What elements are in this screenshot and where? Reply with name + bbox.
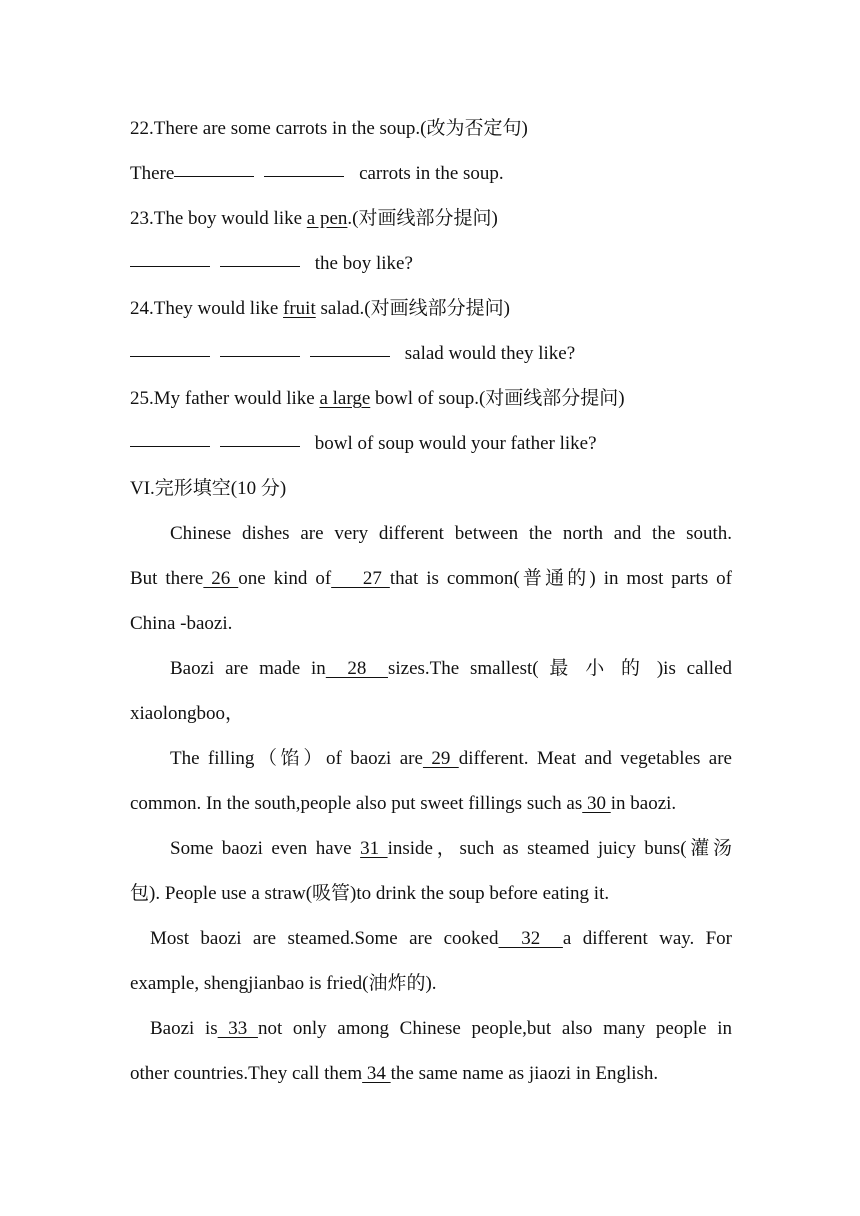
- question-23-underlined: a pen: [306, 208, 348, 229]
- passage-text: one kind of: [238, 568, 332, 589]
- passage-line: [130, 601, 732, 646]
- passage-text: inside，such as steamed juicy buns(灌汤: [387, 838, 733, 859]
- answer-blank[interactable]: [310, 355, 390, 357]
- cloze-blank-29[interactable]: 29: [422, 748, 459, 769]
- passage-text: different. Meat and vegetables are: [458, 748, 732, 769]
- question-23-prefix: 23.The boy would like: [130, 208, 307, 229]
- passage-text: example, shengjianbao is fried(油炸的).: [130, 973, 437, 994]
- passage-text: Baozi is: [150, 1018, 218, 1039]
- answer-blank[interactable]: [220, 265, 300, 267]
- passage-line: [130, 511, 732, 556]
- passage-line: [130, 736, 732, 781]
- answer-blank[interactable]: [220, 355, 300, 357]
- passage-line: [130, 646, 732, 691]
- passage-text: But there: [130, 568, 204, 589]
- passage-text: sizes.The smallest( 最 小 的 )is called: [387, 658, 732, 679]
- question-25: [130, 376, 732, 421]
- cloze-blank-33[interactable]: 33: [217, 1018, 258, 1039]
- question-24-suffix: salad.(对画线部分提问): [315, 298, 510, 319]
- answer-blank[interactable]: [130, 355, 210, 357]
- passage-text: China -baozi.: [130, 613, 233, 634]
- answer-blank[interactable]: [130, 265, 210, 267]
- answer-blank[interactable]: [220, 445, 300, 447]
- cloze-blank-32[interactable]: 32: [498, 928, 563, 949]
- passage-text: that is common(普通的) in most parts of: [389, 568, 732, 589]
- section-heading-text: VI.完形填空(10 分): [130, 478, 287, 499]
- question-24: [130, 286, 732, 331]
- worksheet-page: [130, 106, 732, 1096]
- passage-text: other countries.They call them: [130, 1063, 363, 1084]
- answer-blank[interactable]: [174, 175, 254, 177]
- passage-line: [130, 781, 732, 826]
- question-23: [130, 196, 732, 241]
- section-heading: [130, 466, 732, 511]
- cloze-blank-28[interactable]: 28: [325, 658, 388, 679]
- question-22: [130, 106, 732, 151]
- passage-text: not only among Chinese people,but also many people in: [257, 1018, 732, 1039]
- answer-blank[interactable]: [264, 175, 344, 177]
- passage-text: in baozi.: [610, 793, 677, 814]
- question-24-prefix: 24.They would like: [130, 298, 284, 319]
- passage-text: common. In the south,people also put sweet fillings such as: [130, 793, 583, 814]
- answer-22-prefix: There: [130, 163, 175, 184]
- answer-23-suffix: the boy like?: [314, 253, 413, 274]
- question-25-suffix: bowl of soup.(对画线部分提问): [370, 388, 625, 409]
- answer-22-suffix: carrots in the soup.: [359, 163, 504, 184]
- cloze-blank-27[interactable]: 27: [331, 568, 390, 589]
- question-22-text: 22.There are some carrots in the soup.(改为否定句): [130, 118, 528, 139]
- passage-text: the same name as jiaozi in English.: [390, 1063, 659, 1084]
- answer-23: [130, 241, 732, 286]
- passage-line: [130, 556, 732, 601]
- passage-line: [130, 691, 732, 736]
- passage-line: [130, 961, 732, 1006]
- cloze-blank-34[interactable]: 34: [362, 1063, 391, 1084]
- passage-text: Chinese dishes are very different between the north and the south.: [170, 523, 732, 544]
- cloze-blank-26[interactable]: 26: [203, 568, 239, 589]
- question-25-prefix: 25.My father would like: [130, 388, 320, 409]
- question-24-underlined: fruit: [283, 298, 316, 319]
- passage-line: [130, 826, 732, 871]
- passage-text: xiaolongboo，: [130, 703, 244, 724]
- passage-line: [130, 1051, 732, 1096]
- passage-line: [130, 1006, 732, 1051]
- answer-22: [130, 151, 732, 196]
- answer-blank[interactable]: [130, 445, 210, 447]
- passage-line: [130, 871, 732, 916]
- cloze-blank-31[interactable]: 31: [360, 838, 388, 859]
- passage-text: Some baozi even have: [170, 838, 361, 859]
- cloze-blank-30[interactable]: 30: [582, 793, 611, 814]
- passage-line: [130, 916, 732, 961]
- question-25-underlined: a large: [319, 388, 371, 409]
- passage-text: 包). People use a straw(吸管)to drink the soup before eating it.: [130, 883, 610, 904]
- answer-24-suffix: salad would they like?: [404, 343, 576, 364]
- question-23-suffix: .(对画线部分提问): [347, 208, 498, 229]
- passage-text: The filling（馅）of baozi are: [170, 748, 423, 769]
- answer-25: [130, 421, 732, 466]
- answer-24: [130, 331, 732, 376]
- passage-text: a different way. For: [562, 928, 733, 949]
- passage-text: Most baozi are steamed.Some are cooked: [150, 928, 499, 949]
- passage-text: Baozi are made in: [170, 658, 326, 679]
- answer-25-suffix: bowl of soup would your father like?: [314, 433, 597, 454]
